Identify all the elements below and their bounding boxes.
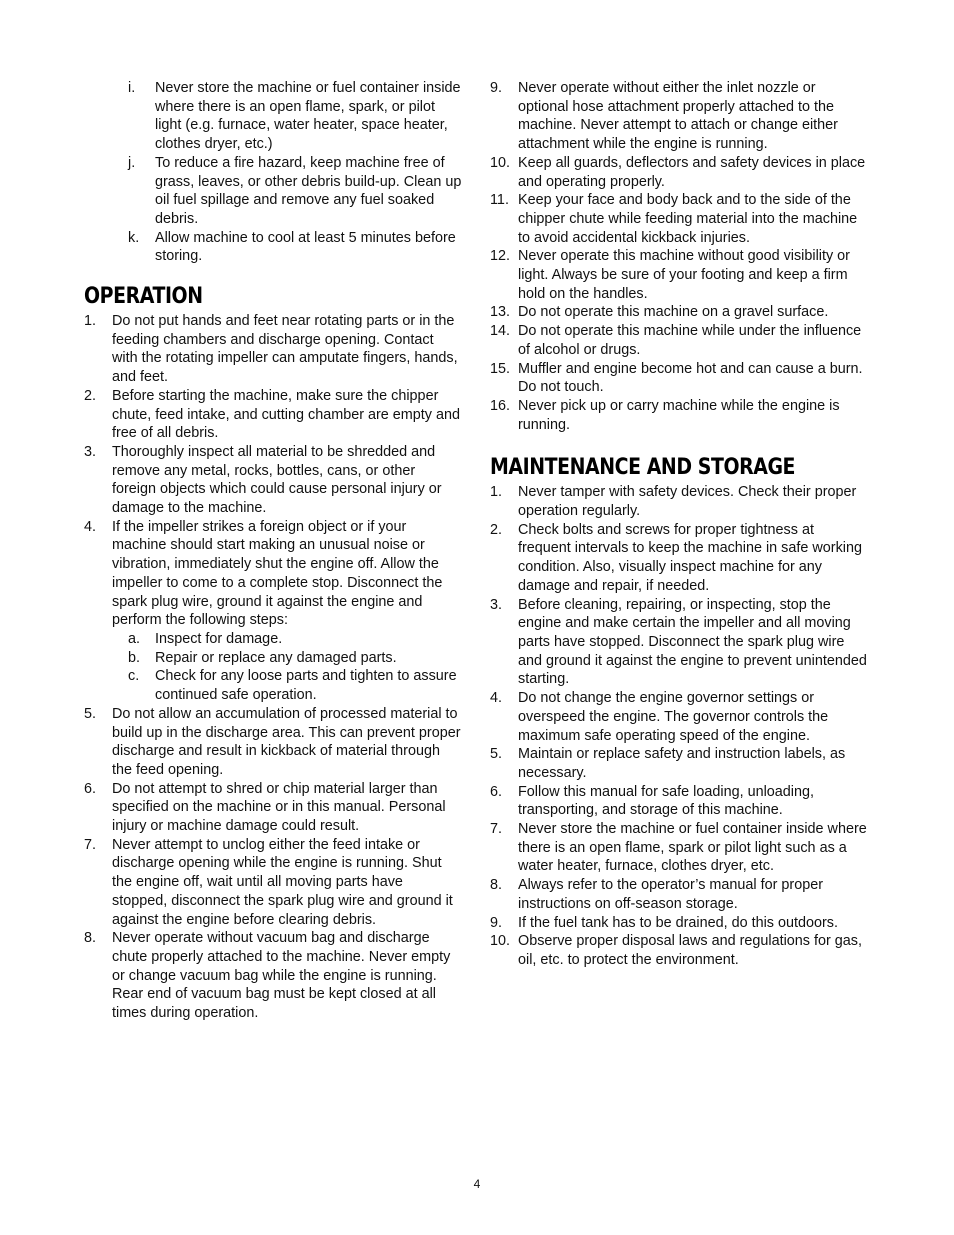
operation-item-4: [84, 518, 462, 630]
list-text: Allow machine to cool at least 5 minutes before storing.: [155, 229, 456, 265]
maintenance-item-9: [490, 914, 868, 933]
list-marker: 10.: [490, 933, 511, 950]
list-marker: 3.: [490, 596, 503, 613]
list-text: Never operate without either the inlet nozzle or optional hose attachment properly attached to the machine. Never attempt to attach or change either attachment while the engine is running.: [518, 80, 838, 153]
operation-subitem-b: [84, 649, 462, 668]
list-text: Muffler and engine become hot and can cause a burn. Do not touch.: [518, 360, 863, 396]
list-text: Never store the machine or fuel container inside where there is an open flame, spark, or pilot light (e.g. furnace, water heater, space heater, clothes dryer, etc.): [155, 80, 461, 153]
list-marker: j.: [128, 154, 136, 171]
list-marker: 11.: [490, 192, 509, 209]
operation-item-7: [84, 836, 462, 930]
right-column: [490, 79, 868, 970]
page-number: 4: [473, 1177, 481, 1191]
maintenance-item-8: [490, 876, 868, 913]
operation-heading: OPERATION: [84, 284, 203, 310]
list-text: Do not change the engine governor settings or overspeed the engine. The governor controls the maximum safe operating speed of the engine.: [518, 690, 829, 744]
list-text: Thoroughly inspect all material to be shredded and remove any metal, rocks, bottles, cans, or other foreign objects which could cause personal injury or damage to the machine.: [112, 443, 442, 517]
maintenance-item-5: [490, 745, 868, 782]
list-marker: k.: [128, 229, 140, 246]
list-marker: i.: [128, 80, 136, 96]
list-text: Do not operate this machine while under the influence of alcohol or drugs.: [518, 323, 862, 358]
list-marker: a.: [128, 630, 141, 647]
maintenance-item-1: [490, 483, 868, 520]
list-marker: 2.: [84, 387, 97, 404]
list-text: Never operate without vacuum bag and discharge chute properly attached to the machine. Never empty or change vacuum bag while the engine is running. Rear end of vacuum bag must be kept closed at all times during operation.: [112, 930, 451, 1022]
list-marker: 9.: [490, 914, 503, 931]
list-marker: b.: [128, 649, 141, 666]
list-text: Check bolts and screws for proper tightness at frequent intervals to keep the machine in safe working condition. Also, visually inspect machine for any damage and repair, if needed.: [518, 521, 862, 594]
list-marker: c.: [128, 668, 140, 685]
list-marker: 7.: [490, 821, 503, 838]
list-marker: 9.: [490, 80, 503, 96]
operation-subitem-c: [84, 667, 462, 704]
list-marker: 3.: [84, 443, 97, 460]
list-marker: 16.: [490, 397, 511, 414]
list-text: Do not attempt to shred or chip material larger than specified on the machine or in this manual. Personal injury or machine damage could result.: [112, 780, 446, 835]
operation-item-16: [490, 397, 868, 434]
list-marker: 13.: [490, 304, 511, 321]
list-item-j: [84, 154, 462, 229]
list-text: If the impeller strikes a foreign object or if your machine should start making an unusual noise or vibration, immediately shut the engine off. Allow the impeller to come to a complete stop. Disconnect the spark plug wire, ground it against the engine and perform the following steps:: [112, 518, 443, 629]
list-text: Never attempt to unclog either the feed intake or discharge opening while the engine is running. Shut the engine off, wait until all moving parts have stopped, disconnect the spark plug wire and ground it against the engine before clearing debris.: [112, 836, 453, 928]
list-text: Do not operate this machine on a gravel surface.: [518, 304, 829, 321]
list-marker: 10.: [490, 154, 511, 171]
maintenance-item-6: [490, 783, 868, 820]
operation-subitem-a: [84, 630, 462, 649]
maintenance-heading: MAINTENANCE AND STORAGE: [490, 455, 796, 481]
list-text: Keep all guards, deflectors and safety devices in place and operating properly.: [518, 154, 866, 190]
list-marker: 15.: [490, 360, 511, 377]
list-marker: 1.: [84, 313, 97, 330]
list-text: Never operate this machine without good visibility or light. Always be sure of your footing and keep a firm hold on the handles.: [518, 248, 850, 302]
list-text: Always refer to the operator’s manual for proper instructions on off-season storage.: [518, 877, 824, 912]
operation-item-2: [84, 387, 462, 443]
maintenance-item-10: [490, 932, 868, 969]
list-marker: 14.: [490, 323, 511, 340]
operation-item-8: [84, 929, 462, 1023]
list-marker: 5.: [490, 746, 503, 763]
list-text: Repair or replace any damaged parts.: [155, 649, 397, 666]
list-text: Never pick up or carry machine while the engine is running.: [518, 397, 840, 433]
operation-item-13: [490, 303, 868, 322]
list-text: Never store the machine or fuel container inside where there is an open flame, spark or pilot light such as a water heater, furnace, clothes dryer, etc.: [518, 821, 867, 875]
operation-item-15: [490, 360, 868, 397]
list-marker: 12.: [490, 248, 511, 265]
left-column: [84, 79, 462, 1023]
list-marker: 8.: [490, 877, 503, 894]
list-marker: 7.: [84, 836, 97, 853]
operation-item-5: [84, 705, 462, 780]
operation-item-1: [84, 312, 462, 387]
list-marker: 4.: [84, 518, 97, 535]
list-marker: 1.: [490, 484, 503, 501]
list-text: Follow this manual for safe loading, unloading, transporting, and storage of this machine.: [518, 783, 814, 819]
list-text: Observe proper disposal laws and regulations for gas, oil, etc. to protect the environment.: [518, 933, 862, 968]
list-marker: 2.: [490, 521, 503, 538]
list-text: Inspect for damage.: [155, 630, 283, 647]
list-text: Maintain or replace safety and instruction labels, as necessary.: [518, 746, 846, 781]
list-item-i: [84, 79, 462, 154]
list-marker: 6.: [490, 783, 503, 800]
list-text: Never tamper with safety devices. Check their proper operation regularly.: [518, 484, 857, 520]
operation-item-3: [84, 443, 462, 518]
list-text: Before cleaning, repairing, or inspecting, stop the engine and make certain the impeller and all moving parts have stopped. Disconnect the spark plug wire and ground it against the engine to prevent unintended starting.: [518, 596, 867, 688]
list-text: To reduce a fire hazard, keep machine free of grass, leaves, or other debris build-up. Clean up oil fuel spillage and remove any fuel soaked debris.: [155, 154, 462, 227]
operation-item-6: [84, 780, 462, 836]
list-marker: 5.: [84, 705, 97, 722]
maintenance-item-2: [490, 521, 868, 596]
list-text: Keep your face and body back and to the side of the chipper chute while feeding material into the machine to avoid accidental kickback injuries.: [518, 192, 858, 246]
list-text: Check for any loose parts and tighten to assure continued safe operation.: [155, 668, 457, 704]
operation-item-14: [490, 322, 868, 359]
list-item-k: [84, 229, 462, 266]
list-marker: 6.: [84, 780, 97, 797]
list-text: If the fuel tank has to be drained, do this outdoors.: [518, 914, 839, 931]
operation-item-11: [490, 191, 868, 247]
operation-item-10: [490, 154, 868, 191]
maintenance-item-3: [490, 596, 868, 690]
maintenance-item-4: [490, 689, 868, 745]
list-marker: 4.: [490, 690, 503, 707]
list-text: Do not allow an accumulation of processed material to build up in the discharge area. This can prevent proper discharge and result in kickback of material through the feed opening.: [112, 705, 461, 778]
operation-item-12: [490, 247, 868, 303]
maintenance-item-7: [490, 820, 868, 876]
list-marker: 8.: [84, 930, 97, 947]
operation-item-9: [490, 79, 868, 154]
list-text: Before starting the machine, make sure the chipper chute, feed intake, and cutting chamber are empty and free of all debris.: [112, 387, 460, 442]
list-text: Do not put hands and feet near rotating parts or in the feeding chambers and discharge opening. Contact with the rotating impeller can amputate fingers, hands, and feet.: [112, 313, 458, 386]
